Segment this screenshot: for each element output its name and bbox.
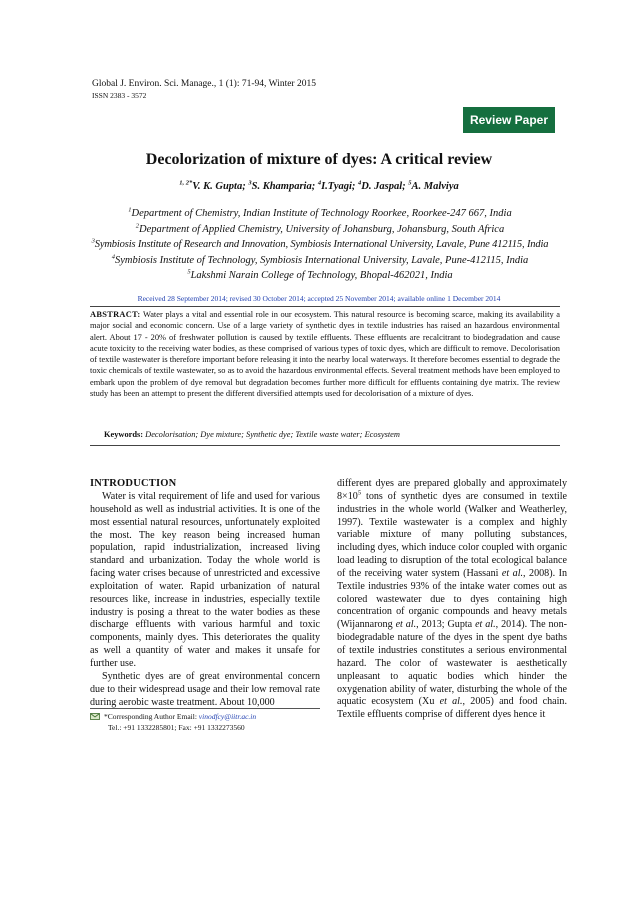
abstract xyxy=(90,309,560,399)
text-run: , 2005) and food chain. Textile effluents comprise of different dyes hence it xyxy=(337,696,567,721)
affiliation xyxy=(46,237,594,253)
text-run: , 2008). In Textile industries 93% of the intake water comes out as colored wastewater due to dyes containing high concentration of organic compounds and heavy metals (Wijannarong xyxy=(337,567,567,631)
author-name: S. Khamparia; xyxy=(251,181,318,192)
author-name: I.Tyagi; xyxy=(321,181,359,192)
abstract-label: ABSTRACT: xyxy=(90,310,141,319)
superscript: 5 xyxy=(357,489,362,497)
abstract-text: Water plays a vital and essential role in our ecosystem. This natural resource is becoming scarce, making its availability a major social and economic concern. Use of a large variety of synthetic dyes in textile industries has raised an hazardous environmental alert. About 17 - 20% of freshwater pollution is caused by textile effluents. These effluents are recalcitrant to biodegradation and cause acute toxicity to the receiving water bodies, as these comprised of various types of toxic dyes, which are difficult to remove. Decolorisation of textile wastewater is therefore important before releasing it into the nearby local waterways. It therefore becomes essential to degrade the toxic chemicals of textile wastewater, so as to avoid the hazardous environmental effects. Several treatment methods have been employed to embark upon the problem of dye removal but degradation becomes further more difficult for effluents containing dye matrix. The review study has been an attempt to present the different diversified attempts used for decolorisation of a mixture of dyes. xyxy=(90,310,560,398)
et-al: et al. xyxy=(439,696,463,708)
envelope-icon xyxy=(90,713,100,720)
affiliation-mark: 5 xyxy=(187,268,191,276)
author-list xyxy=(0,180,638,194)
column-right xyxy=(337,478,567,722)
affiliation xyxy=(60,206,580,222)
body-paragraph: Water is vital requirement of life and used for various household as well as industrial activities. It is one of the most essential natural resources, unfortunately exploited the most. The key reason being increased human population, rapid industrialization, increased living standard and urbanization. Today the whole world is facing water crises because of unrestricted and excessive exploitation of water. Rapid urbanization of natural resources like, increase in industries, especially textile industry is posing a threat to the water bodies as these discharge effluents with various harmful and toxic components, mainly dyes. This deteriorates the quality as well a quantity of water and makes it unsafe for further use. xyxy=(90,491,320,669)
issn: ISSN 2383 - 3572 xyxy=(92,91,147,100)
author-mark: 4 xyxy=(358,179,362,187)
affiliation-mark: 4 xyxy=(111,253,115,260)
text-run: , 2013; Gupta xyxy=(416,619,476,631)
et-al: et al. xyxy=(501,567,524,579)
corresponding-author-footnote xyxy=(90,711,330,733)
affiliation xyxy=(60,222,580,238)
author-mark: 1, 2* xyxy=(179,179,193,187)
review-paper-badge: Review Paper xyxy=(463,107,555,133)
footnote-label: *Corresponding Author Email: xyxy=(104,712,199,721)
affiliation-text: Symbiosis Institute of Technology, Symbiosis International University, Lavale, Pune-412115, India xyxy=(114,254,529,266)
affiliation-text: Department of Chemistry, Indian Institute of Technology Roorkee, Roorkee-247 667, India xyxy=(131,208,512,219)
author-name: V. K. Gupta; xyxy=(192,181,249,192)
affiliation xyxy=(60,268,580,284)
footnote-phone: Tel.: +91 1332285801; Fax: +91 1332273560 xyxy=(108,723,245,732)
affiliation-text: Lakshmi Narain College of Technology, Bhopal-462021, India xyxy=(190,270,453,281)
keywords-label: Keywords: xyxy=(104,430,144,439)
author-name: D. Jaspal; xyxy=(361,181,409,192)
body-paragraph: Synthetic dyes are of great environmental concern due to their widespread usage and their low removal rate during aerobic waste treatment. About 10,000 xyxy=(90,670,320,708)
keywords-text: Decolorisation; Dye mixture; Synthetic dye; Textile waste water; Ecosystem xyxy=(145,430,400,439)
author-mark: 5 xyxy=(408,179,412,187)
abstract-top-rule xyxy=(90,306,560,307)
text-run: , 2014). The non-biodegradable nature of the dyes in the spent dye baths of textile industries constitutes a serious environmental hazard. The color of wastewater is aesthetically unpleasant to aquatic bodies which hinder the oxygenation ability of water, disturbing the whole of the aquatic ecosystem (Xu xyxy=(337,619,567,708)
text-run: tons of synthetic dyes are consumed in textile industries in the whole world (Walker and Weatherley, 1997). Textile wastewater is a complex and highly variable mixture of many polluting substances, including dyes, which induce color coupled with organic load leading to disruption of the total ecological balance of the receiving water system (Hassani xyxy=(337,490,567,579)
affiliation-mark: 1 xyxy=(128,206,132,214)
author-mark: 3 xyxy=(248,179,252,187)
affiliation xyxy=(60,253,580,269)
affiliation-mark: 2 xyxy=(135,222,140,229)
journal-citation: Global J. Environ. Sci. Manage., 1 (1): 71-94, Winter 2015 xyxy=(92,79,316,89)
footnote-rule xyxy=(90,708,320,709)
keywords xyxy=(104,429,400,440)
paper-title: Decolorization of mixture of dyes: A critical review xyxy=(145,151,493,168)
affiliation-text: Symbiosis Institute of Research and Innovation, Symbiosis International University, Lavale, Pune 412115, India xyxy=(94,239,549,250)
submission-dates: Received 28 September 2014; revised 30 October 2014; accepted 25 November 2014; available online 1 December 2014 xyxy=(137,294,501,303)
column-left xyxy=(90,478,320,709)
affiliation-text: Department of Applied Chemistry, University of Johansburg, Johansburg, South Africa xyxy=(139,223,505,235)
et-al: et al. xyxy=(395,619,417,631)
abstract-bottom-rule xyxy=(90,445,560,446)
affiliations xyxy=(60,206,580,284)
author-mark: 4 xyxy=(317,179,322,187)
et-al: et al. xyxy=(475,619,496,631)
body-paragraph xyxy=(337,478,567,722)
author-email-link[interactable]: vinodfcy@iitr.ac.in xyxy=(198,712,257,721)
section-heading: INTRODUCTION xyxy=(90,478,177,489)
affiliation-mark: 3 xyxy=(91,237,95,245)
text-run: different dyes are prepared globally and approximately 8×10 xyxy=(337,478,567,502)
author-name: A. Malviya xyxy=(411,181,459,192)
